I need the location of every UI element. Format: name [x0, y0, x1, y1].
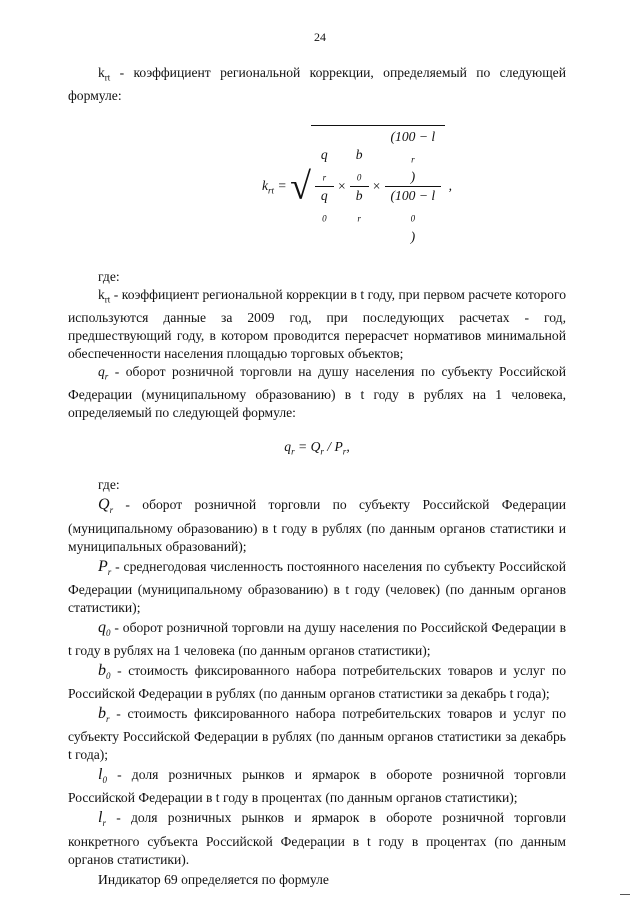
qr-definition: $q_r$ - оборот розничной торговли на душу населения по субъекту Российской Федерации (муниципальному образованию) в t году в рублях на 1 человека, определяемый по следующей формуле:	[68, 363, 566, 420]
formula-q: $q_r = Q_r / P_r$,	[284, 438, 350, 457]
times-sign-1: ×	[337, 178, 347, 194]
definition-item: $q_0$ - оборот розничной торговли на душу населения по Российской Федерации в t году в рублях на 1 человека (по данным органов статистики);	[68, 618, 566, 658]
document-body	[68, 64, 566, 889]
definition-symbol: $q_0$	[98, 618, 111, 638]
times-sign-2: ×	[371, 178, 382, 194]
where-label: где:	[98, 269, 120, 285]
formula-k	[68, 125, 566, 248]
definition-symbol: $P_r$	[98, 557, 112, 577]
where-label-2: где:	[98, 477, 120, 493]
fraction-q: q $_r$ q $_0$	[315, 146, 334, 228]
formula-q-Q: $Q_r$	[310, 438, 324, 457]
page-number: 24	[314, 30, 326, 44]
formula-k-equals: =	[277, 177, 287, 193]
definition-list	[68, 496, 566, 868]
krt-symbol: $k_{rt}$	[98, 287, 111, 305]
formula-q-lhs: $q_r$	[284, 438, 295, 457]
fraction-l: (100 − l $_r$ ) (100 − l $_0$ )	[385, 128, 442, 246]
closing-line: Индикатор 69 определяется по формуле	[98, 871, 329, 887]
qr-symbol: $q_r$	[98, 363, 109, 382]
intro-text: - коэффициент региональной коррекции, определяемый по следующей формуле:	[68, 65, 566, 103]
page-edge-mark	[620, 894, 630, 895]
intro-paragraph	[68, 64, 566, 105]
sqrt-body	[311, 125, 445, 248]
definition-item: $P_r$ - среднегодовая численность постоянного населения по субъекту Российской Федерации (муниципальному образованию) в t году (человек) (по данным органов статистики);	[68, 557, 566, 615]
formula-k-comma: ,	[448, 177, 452, 193]
definition-symbol: $b_r$	[98, 705, 110, 725]
intro-symbol: $k_{rt}$	[98, 65, 111, 83]
fraction-b: b $_0$ b $_r$	[350, 146, 369, 228]
definition-item: $b_r$ - стоимость фиксированного набора потребительских товаров и услуг по субъекту Российской Федерации в рублях (по данным органов статистики за декабрь t года);	[68, 705, 566, 763]
sqrt-sign: √	[290, 165, 311, 208]
formula-q-P: $P_r$	[334, 438, 347, 457]
definition-symbol: $Q_r$	[98, 496, 114, 516]
definition-symbol: $b_0$	[98, 661, 111, 682]
definition-item: $Q_r$ - оборот розничной торговли по субъекту Российской Федерации (муниципальному образованию) в t году в рублях (по данным органов статистики и муниципальных образований);	[68, 496, 566, 554]
definition-item: $b_0$ - стоимость фиксированного набора потребительских товаров и услуг по Российской Федерации в рублях (по данным органов статистики за декабрь t года);	[68, 661, 566, 702]
krt-definition: $k_{rt}$ - коэффициент региональной коррекции в t году, при первом расчете которого используются данные за 2009 год, при последующих расчетах - год, предшествующий году, в котором проводится перерасчет нормативов минимальной обеспеченности населения площадью торговых объектов;	[68, 287, 566, 361]
definition-item: $l_r$ - доля розничных рынков и ярмарок в обороте розничной торговли конкретного субъекта Российской Федерации в t году в процентах (по данным органов статистики).	[68, 809, 566, 867]
formula-k-lhs: $k_{rt}$	[262, 177, 275, 196]
definition-item: $l_0$ - доля розничных рынков и ярмарок в обороте розничной торговли Российской Федерации в t году в процентах (по данным органов статистики);	[68, 766, 566, 806]
definition-symbol: $l_0$	[98, 766, 107, 786]
definition-symbol: $l_r$	[98, 809, 106, 829]
